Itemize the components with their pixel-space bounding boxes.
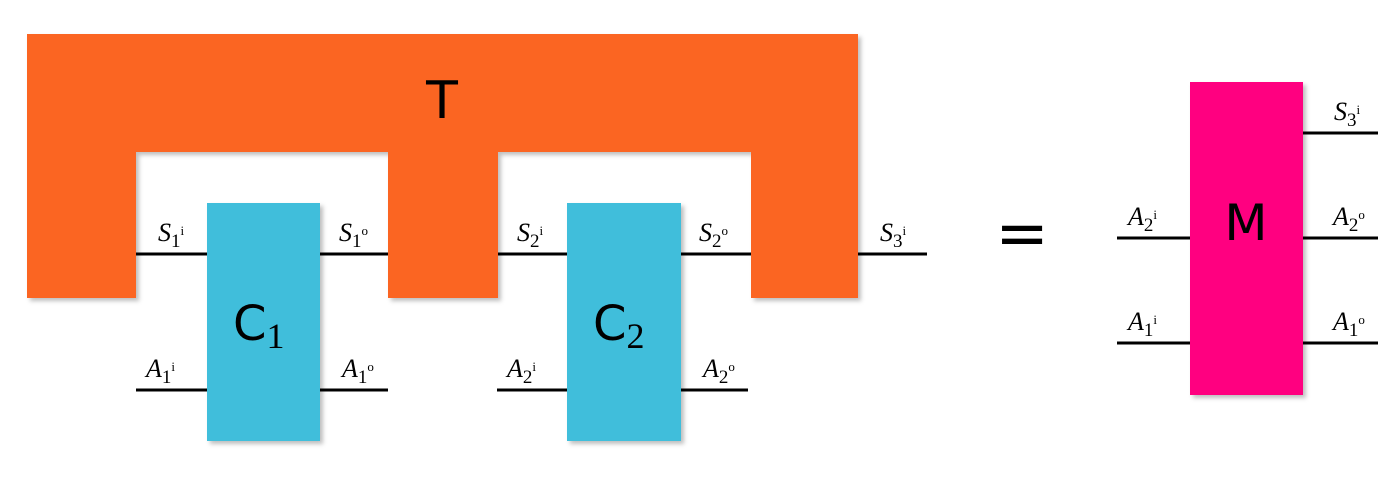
comb-t-label: T (426, 71, 458, 131)
label-a1-out: $A_1^o$ (342, 354, 374, 388)
label-a2-in: $A_2^i$ (507, 354, 537, 388)
label-a2-out: $A_2^o$ (703, 354, 735, 388)
result-label-a2-in: $A_2^i$ (1128, 202, 1158, 236)
label-s1-in: $S_1^i$ (158, 218, 185, 252)
result-label-a2-out: $A_2^o$ (1333, 202, 1365, 236)
label-s2-in: $S_2^i$ (517, 218, 544, 252)
result-m-label: M (1224, 194, 1268, 252)
label-s3-in: $S_3^i$ (880, 218, 907, 252)
label-a1-in: $A_1^i$ (146, 354, 176, 388)
result-label-a1-out: $A_1^o$ (1333, 307, 1365, 341)
label-s1-out: $S_1^o$ (339, 218, 368, 252)
equals-sign: = (995, 197, 1049, 271)
channel-c1-label: C1 (233, 296, 285, 356)
channel-c2-label: C2 (593, 296, 645, 356)
label-s2-out: $S_2^o$ (699, 218, 728, 252)
result-label-s3-in: $S_3^i$ (1334, 97, 1361, 131)
result-label-a1-in: $A_1^i$ (1128, 307, 1158, 341)
